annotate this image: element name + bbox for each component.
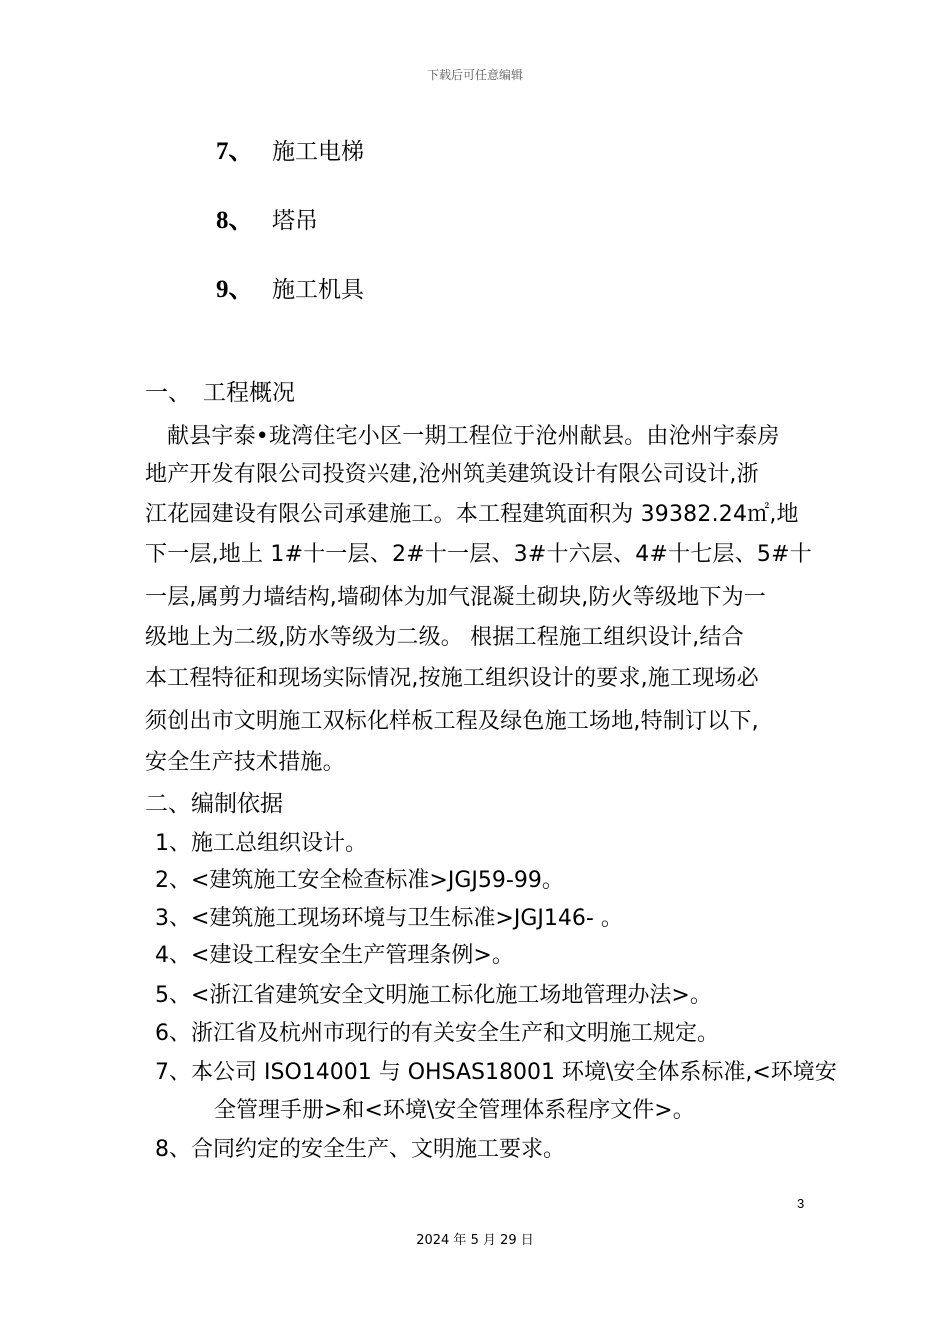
section-title: 工程概况: [203, 380, 295, 406]
section-2-heading: 二、编制依据: [145, 791, 283, 817]
list-item-continuation: 全管理手册>和<环境\安全管理体系程序文件>。: [214, 1098, 695, 1123]
paragraph-line: 级地上为二级,防水等级为二级。 根据工程施工组织设计,结合: [145, 625, 744, 650]
list-item: 3、<建筑施工现场环境与卫生标准>JGJ146- 。: [155, 906, 623, 931]
page-number: 3: [797, 1196, 805, 1211]
toc-label: 塔吊: [272, 208, 318, 234]
list-item: 8、合同约定的安全生产、文明施工要求。: [155, 1137, 565, 1162]
paragraph-line: 江花园建设有限公司承建施工。本工程建筑面积为 39382.24㎡,地: [145, 502, 799, 527]
list-item: 5、<浙江省建筑安全文明施工标化施工场地管理办法>。: [155, 983, 712, 1008]
toc-item-9: [216, 269, 364, 305]
list-item: 1、施工总组织设计。: [155, 831, 367, 856]
list-item: 2、<建筑施工安全检查标准>JGJ59-99。: [155, 868, 564, 893]
toc-label: 施工电梯: [272, 139, 364, 165]
toc-item-7: [216, 131, 364, 167]
toc-label: 施工机具: [272, 277, 364, 303]
toc-item-8: [216, 200, 318, 236]
section-number: 一、: [145, 380, 191, 406]
toc-number: 7、: [216, 138, 254, 165]
list-item: 6、浙江省及杭州市现行的有关安全生产和文明施工规定。: [155, 1021, 719, 1046]
list-item: 7、本公司 ISO14001 与 OHSAS18001 环境\安全体系标准,<环境安: [155, 1060, 837, 1085]
paragraph-line: 安全生产技术措施。: [145, 750, 345, 775]
paragraph-line: 献县宇泰•珑湾住宅小区一期工程位于沧州献县。由沧州宇泰房: [167, 424, 780, 449]
paragraph-line: 须创出市文明施工双标化样板工程及绿色施工场地,特制订以下,: [145, 709, 759, 734]
section-1-heading: [145, 374, 295, 407]
list-item: 4、<建设工程安全生产管理条例>。: [155, 943, 514, 968]
toc-number: 8、: [216, 207, 254, 234]
toc-number: 9、: [216, 276, 254, 303]
paragraph-line: 本工程特征和现场实际情况,按施工组织设计的要求,施工现场必: [145, 666, 759, 691]
footer-date: 2024 年 5 月 29 日: [416, 1233, 534, 1248]
paragraph-line: 一层,属剪力墙结构,墙砌体为加气混凝土砌块,防火等级地下为一: [145, 585, 766, 610]
header-watermark: 下载后可任意编辑: [426, 68, 523, 82]
paragraph-line: 地产开发有限公司投资兴建,沧州筑美建筑设计有限公司设计,浙: [145, 462, 759, 487]
paragraph-line: 下一层,地上 1#十一层、2#十一层、3#十六层、4#十七层、5#十: [145, 542, 812, 567]
